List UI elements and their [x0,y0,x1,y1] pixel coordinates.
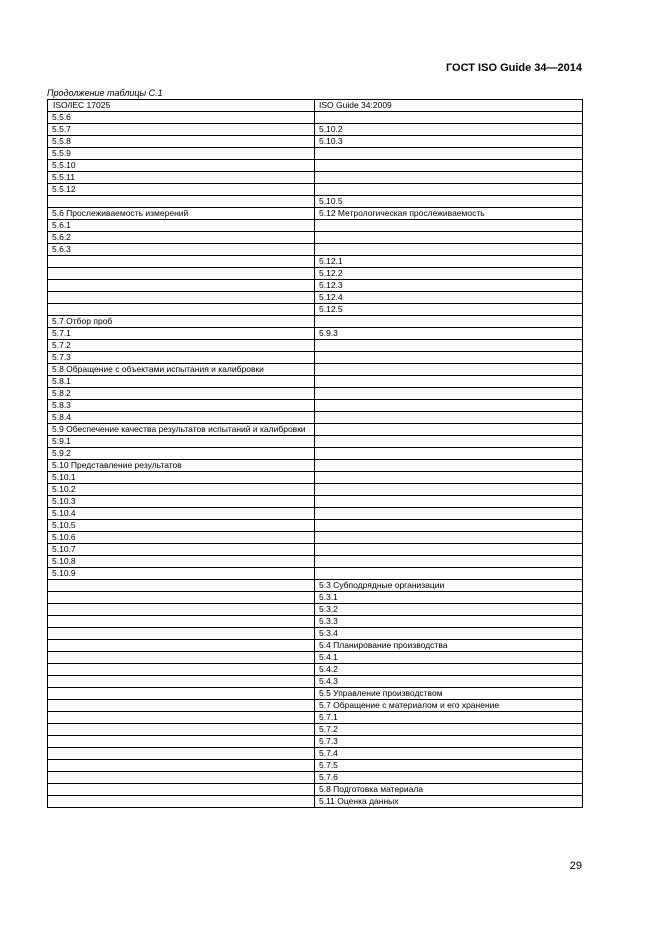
cell-iso-guide-34 [315,184,583,196]
cell-iso-iec-17025: 5.10.2 [48,484,315,496]
cell-iso-guide-34 [315,460,583,472]
cell-iso-iec-17025 [48,604,315,616]
table-row [48,436,583,448]
table-row [48,460,583,472]
cell-iso-iec-17025 [48,592,315,604]
cell-iso-guide-34: 5.4 Планирование производства [315,640,583,652]
cell-iso-guide-34: 5.5 Управление производством [315,688,583,700]
table-row [48,724,583,736]
cell-iso-iec-17025: 5.8.4 [48,412,315,424]
table-row [48,208,583,220]
table-row [48,748,583,760]
table-row [48,520,583,532]
cell-iso-iec-17025 [48,796,315,808]
cell-iso-guide-34: 5.3.4 [315,628,583,640]
cell-iso-iec-17025: 5.5.10 [48,160,315,172]
cell-iso-guide-34 [315,364,583,376]
cell-iso-guide-34: 5.12.1 [315,256,583,268]
table-row [48,736,583,748]
cell-iso-guide-34: 5.12.3 [315,280,583,292]
table-row [48,316,583,328]
table-row [48,232,583,244]
document-standard-header: ГОСТ ISO Guide 34—2014 [445,62,582,74]
table-row [48,796,583,808]
cell-iso-guide-34 [315,556,583,568]
table-row [48,676,583,688]
table-row [48,340,583,352]
cell-iso-iec-17025: 5.7.1 [48,328,315,340]
table-row [48,712,583,724]
cell-iso-iec-17025: 5.10.1 [48,472,315,484]
cell-iso-guide-34: 5.4.1 [315,652,583,664]
table-row [48,580,583,592]
table-header-row [48,100,583,112]
cell-iso-iec-17025: 5.5.6 [48,112,315,124]
cell-iso-iec-17025: 5.7 Отбор проб [48,316,315,328]
cell-iso-iec-17025: 5.6.3 [48,244,315,256]
cell-iso-iec-17025 [48,664,315,676]
cell-iso-guide-34 [315,316,583,328]
cell-iso-iec-17025: 5.5.12 [48,184,315,196]
cell-iso-guide-34: 5.7.6 [315,772,583,784]
cell-iso-iec-17025: 5.9.2 [48,448,315,460]
cell-iso-iec-17025 [48,580,315,592]
cell-iso-guide-34 [315,340,583,352]
cell-iso-iec-17025 [48,784,315,796]
table-row [48,376,583,388]
cell-iso-iec-17025 [48,712,315,724]
cell-iso-guide-34 [315,220,583,232]
cell-iso-guide-34: 5.4.3 [315,676,583,688]
cell-iso-iec-17025: 5.5.7 [48,124,315,136]
table-row [48,592,583,604]
table-row [48,640,583,652]
table-row [48,136,583,148]
table-row [48,688,583,700]
table-row [48,172,583,184]
cell-iso-iec-17025: 5.10.9 [48,568,315,580]
table-row [48,772,583,784]
cell-iso-guide-34: 5.9.3 [315,328,583,340]
table-row [48,292,583,304]
table-row [48,652,583,664]
table-row [48,472,583,484]
table-row [48,508,583,520]
cell-iso-guide-34: 5.12.2 [315,268,583,280]
table-row [48,424,583,436]
cell-iso-guide-34: 5.7.1 [315,712,583,724]
cell-iso-guide-34: 5.7.3 [315,736,583,748]
cell-iso-guide-34 [315,520,583,532]
cell-iso-guide-34 [315,148,583,160]
cell-iso-guide-34: 5.7 Обращение с материалом и его хранение [315,700,583,712]
cell-iso-iec-17025 [48,268,315,280]
cell-iso-guide-34 [315,232,583,244]
table-row [48,556,583,568]
cell-iso-iec-17025: 5.10.8 [48,556,315,568]
table-row [48,304,583,316]
cell-iso-guide-34 [315,352,583,364]
cell-iso-iec-17025: 5.7.3 [48,352,315,364]
table-row [48,628,583,640]
cell-iso-guide-34: 5.10.2 [315,124,583,136]
cell-iso-guide-34: 5.3 Субподрядные организации [315,580,583,592]
cell-iso-guide-34 [315,244,583,256]
page-number: 29 [569,860,582,872]
cell-iso-iec-17025: 5.10.3 [48,496,315,508]
cell-iso-guide-34: 5.7.5 [315,760,583,772]
cell-iso-guide-34 [315,112,583,124]
cell-iso-guide-34 [315,484,583,496]
cell-iso-guide-34 [315,412,583,424]
table-row [48,268,583,280]
column-header-iso-guide-34: ISO Guide 34:2009 [315,100,583,112]
cell-iso-guide-34 [315,172,583,184]
cell-iso-iec-17025 [48,196,315,208]
cell-iso-iec-17025: 5.9.1 [48,436,315,448]
cell-iso-guide-34: 5.4.2 [315,664,583,676]
cell-iso-iec-17025: 5.10 Представление результатов [48,460,315,472]
cell-iso-iec-17025 [48,748,315,760]
table-row [48,448,583,460]
cell-iso-iec-17025: 5.5.8 [48,136,315,148]
cell-iso-guide-34 [315,400,583,412]
cell-iso-guide-34 [315,388,583,400]
cell-iso-iec-17025: 5.6 Прослеживаемость измерений [48,208,315,220]
table-row [48,148,583,160]
cell-iso-guide-34 [315,508,583,520]
cell-iso-guide-34 [315,496,583,508]
cell-iso-guide-34: 5.3.1 [315,592,583,604]
cell-iso-guide-34: 5.11 Оценка данных [315,796,583,808]
cell-iso-iec-17025: 5.8.2 [48,388,315,400]
cell-iso-guide-34: 5.8 Подготовка материала [315,784,583,796]
table-row [48,160,583,172]
cell-iso-guide-34 [315,532,583,544]
cell-iso-guide-34: 5.12.5 [315,304,583,316]
table-caption: Продолжение таблицы С.1 [47,88,163,98]
cell-iso-iec-17025: 5.7.2 [48,340,315,352]
cell-iso-iec-17025: 5.5.11 [48,172,315,184]
cell-iso-iec-17025 [48,640,315,652]
cell-iso-iec-17025: 5.10.7 [48,544,315,556]
cell-iso-iec-17025: 5.8.3 [48,400,315,412]
table-row [48,400,583,412]
table-row [48,364,583,376]
table-row [48,412,583,424]
table-row [48,244,583,256]
cell-iso-guide-34 [315,436,583,448]
table-row [48,700,583,712]
cell-iso-iec-17025 [48,616,315,628]
table-body [48,112,583,808]
table-row [48,484,583,496]
cell-iso-iec-17025 [48,628,315,640]
cell-iso-guide-34: 5.10.3 [315,136,583,148]
column-header-iso-iec-17025: ISO/IEC 17025 [48,100,315,112]
table-row [48,388,583,400]
table-row [48,784,583,796]
cell-iso-guide-34: 5.7.2 [315,724,583,736]
table-row [48,196,583,208]
table-row [48,544,583,556]
cell-iso-iec-17025: 5.5.9 [48,148,315,160]
cell-iso-iec-17025 [48,772,315,784]
table-row [48,496,583,508]
cell-iso-iec-17025 [48,724,315,736]
cell-iso-guide-34 [315,160,583,172]
cell-iso-guide-34 [315,568,583,580]
table-row [48,112,583,124]
cell-iso-guide-34: 5.12.4 [315,292,583,304]
cell-iso-iec-17025: 5.8.1 [48,376,315,388]
cell-iso-iec-17025 [48,292,315,304]
cell-iso-guide-34: 5.3.3 [315,616,583,628]
cell-iso-iec-17025 [48,676,315,688]
cell-iso-guide-34 [315,472,583,484]
cell-iso-guide-34: 5.10.5 [315,196,583,208]
table-row [48,220,583,232]
table-row [48,184,583,196]
table-row [48,568,583,580]
cell-iso-iec-17025: 5.6.1 [48,220,315,232]
cell-iso-iec-17025: 5.10.4 [48,508,315,520]
cell-iso-iec-17025 [48,304,315,316]
cell-iso-guide-34 [315,544,583,556]
cell-iso-iec-17025: 5.6.2 [48,232,315,244]
table-row [48,664,583,676]
cell-iso-guide-34: 5.3.2 [315,604,583,616]
cell-iso-iec-17025 [48,256,315,268]
cell-iso-guide-34 [315,376,583,388]
cell-iso-guide-34: 5.7.4 [315,748,583,760]
cell-iso-iec-17025: 5.10.6 [48,532,315,544]
table-row [48,604,583,616]
cell-iso-iec-17025 [48,736,315,748]
cell-iso-iec-17025 [48,700,315,712]
cell-iso-iec-17025 [48,280,315,292]
cell-iso-iec-17025: 5.8 Обращение с объектами испытания и калибровки [48,364,315,376]
correspondence-table [47,99,583,808]
cell-iso-iec-17025: 5.10.5 [48,520,315,532]
cell-iso-iec-17025 [48,760,315,772]
table-row [48,280,583,292]
table-row [48,760,583,772]
cell-iso-guide-34: 5.12 Метрологическая прослеживаемость [315,208,583,220]
cell-iso-guide-34 [315,448,583,460]
cell-iso-guide-34 [315,424,583,436]
cell-iso-iec-17025: 5.9 Обеспечение качества результатов испытаний и калибровки [48,424,315,436]
table-row [48,256,583,268]
table-row [48,328,583,340]
table-row [48,124,583,136]
table-row [48,616,583,628]
table-row [48,532,583,544]
table-row [48,352,583,364]
cell-iso-iec-17025 [48,652,315,664]
cell-iso-iec-17025 [48,688,315,700]
